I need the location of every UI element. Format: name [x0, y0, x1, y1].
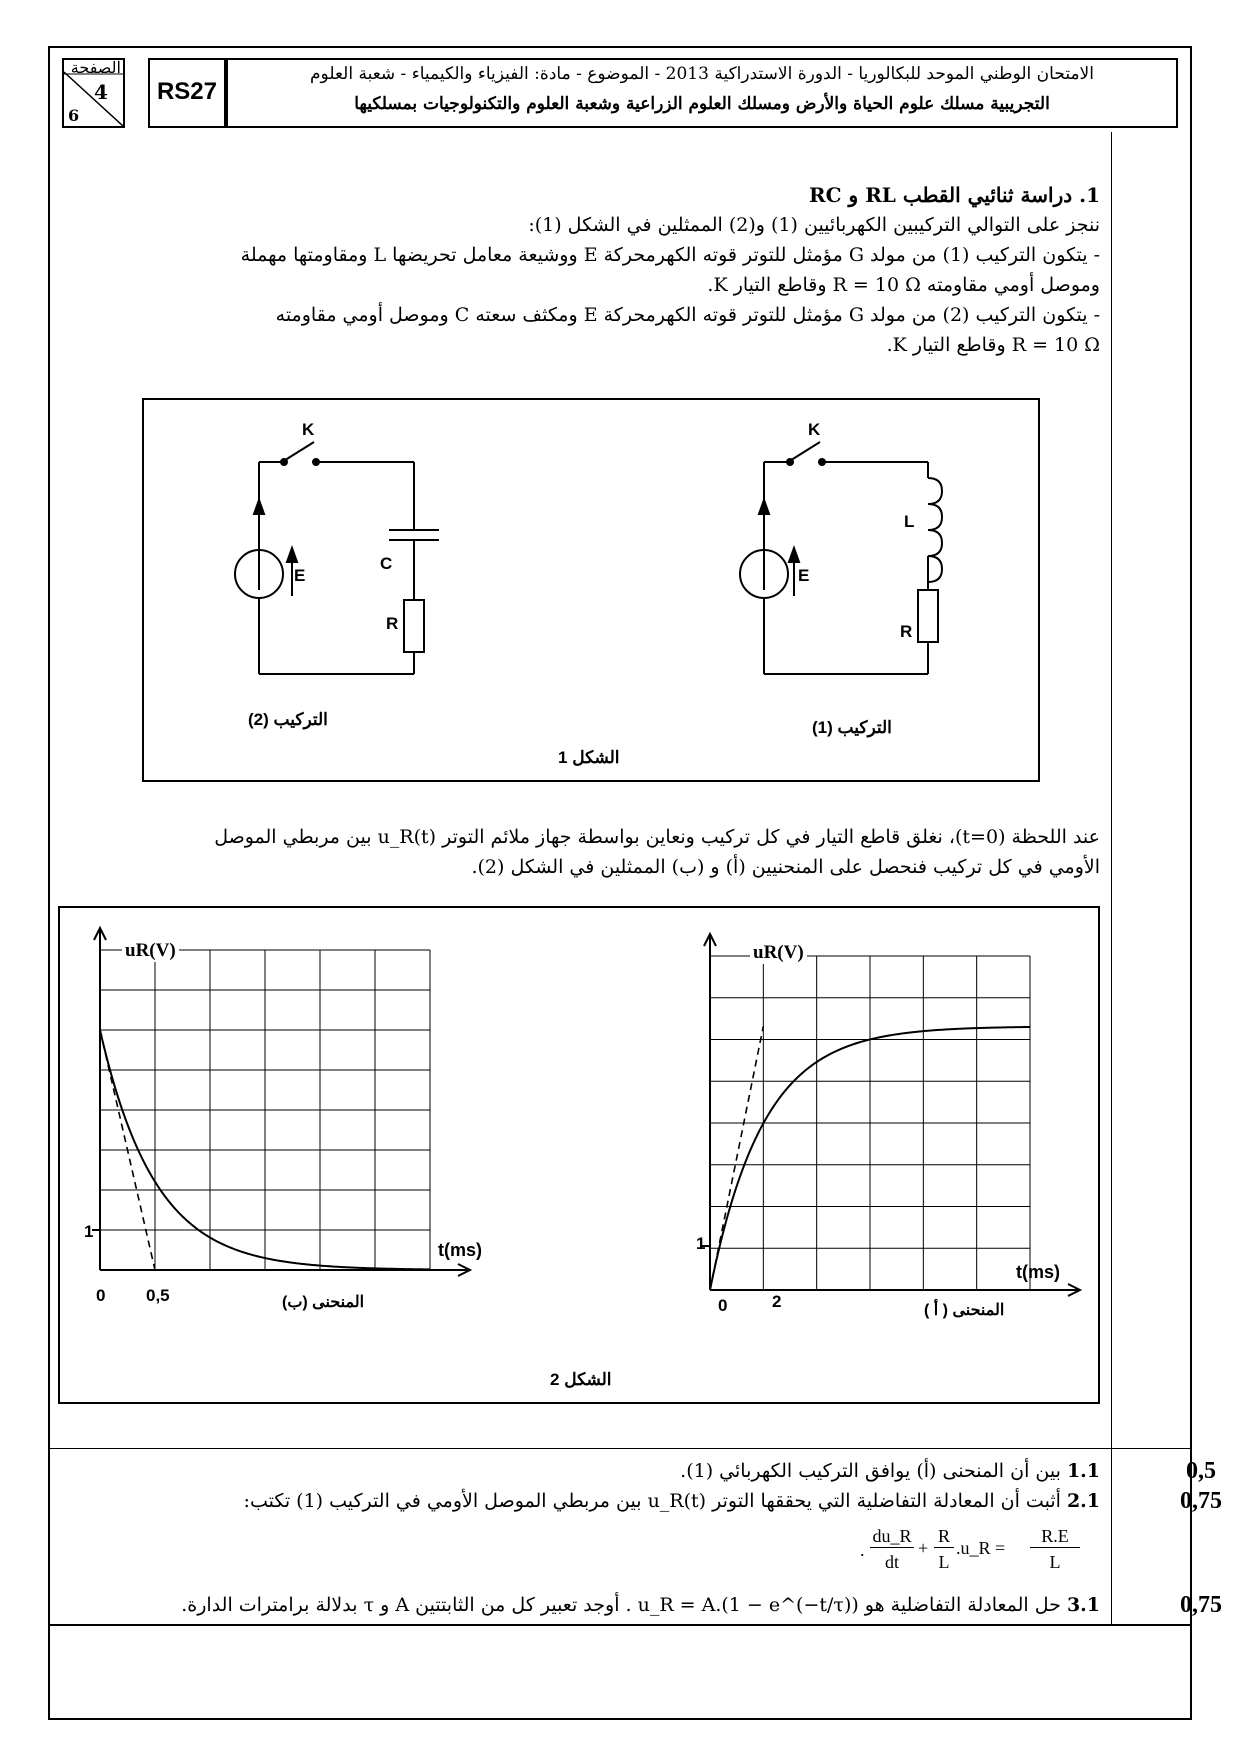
- curve-b-ytick: 1: [84, 1222, 94, 1241]
- figure-2-box: [58, 906, 1100, 1404]
- curve-b-origin: 0: [96, 1286, 106, 1305]
- circuit2-caption: التركيب (2): [248, 710, 328, 729]
- question-1-1-score: 0,5: [1186, 1458, 1216, 1484]
- curve-b-xlabel: t(ms): [438, 1240, 482, 1260]
- observation-text-1: عند اللحظة (t=0)، نغلق قاطع التيار في كل تركيب ونعاين بواسطة جهاز ملائم التوتر u_R(t) بين مربطي الموصل: [214, 826, 1100, 848]
- mount1-text-b: وموصل أومي مقاومته R = 10 Ω وقاطع التيار K.: [707, 274, 1100, 296]
- capacitor-label: C: [380, 554, 393, 573]
- question-2-1: [244, 1490, 1100, 1512]
- circuit2-switch-label: K: [302, 420, 315, 439]
- curve-b-plot: [60, 908, 560, 1348]
- curve-a-xtick: 2: [772, 1292, 782, 1311]
- curve-a-grid: [710, 956, 1030, 1290]
- circuit1-resistor-label: R: [900, 622, 913, 641]
- circuit2-resistor-label: R: [386, 614, 399, 633]
- question-2-1-number: 2.1: [1066, 1490, 1100, 1512]
- curve-b-xtick: 0,5: [146, 1286, 170, 1305]
- question-1-1-number: 1.1: [1066, 1460, 1100, 1482]
- curve-b-ylabel: uR(V): [122, 940, 179, 962]
- curve-a-ytick: 1: [696, 1234, 706, 1253]
- page-current: 4: [94, 80, 108, 104]
- mount2-text-a: - يتكون التركيب (2) من مولد G مؤمثل للتوتر قوته الكهرمحركة E ومكثف سعته C وموصل أومي مقاومته: [275, 304, 1100, 326]
- eq-dt: dt: [884, 1552, 899, 1572]
- mount1-text-a: - يتكون التركيب (1) من مولد G مؤمثل للتوتر قوته الكهرمحركة E ووشيعة معامل تحريضها L ومقاومتها مهملة: [240, 244, 1100, 266]
- page-bottom-rule: [50, 1624, 1190, 1626]
- eq-l2: L: [1049, 1552, 1061, 1572]
- section-title: 1. دراسة ثنائيي القطب RL و RC: [809, 183, 1100, 207]
- equation-dot: .: [860, 1540, 865, 1560]
- curve-a-origin: 0: [718, 1296, 728, 1315]
- page-total: 6: [68, 106, 80, 125]
- circuit1-caption: التركيب (1): [812, 718, 892, 737]
- curve-a-xlabel: t(ms): [1016, 1262, 1060, 1282]
- question-3-1: [181, 1594, 1100, 1616]
- curve-b-caption: المنحنى (ب): [282, 1294, 365, 1311]
- circuit-2: [235, 442, 439, 674]
- eq-r: R: [934, 1526, 954, 1548]
- curve-a-caption: المنحنى ( أ ): [924, 1302, 1005, 1319]
- circuit1-switch-label: K: [808, 420, 821, 439]
- question-2-1-text: أثبت أن المعادلة التفاضلية التي يحققها التوتر u_R(t) بين مربطي الموصل الأومي في التركيب (1) تكتب:: [243, 1490, 1061, 1512]
- circuit1-emf-label: E: [798, 566, 810, 585]
- question-3-1-number: 3.1: [1066, 1594, 1100, 1616]
- inductor-label: L: [904, 512, 915, 531]
- eq-l: L: [938, 1552, 950, 1572]
- eq-ur: .u_R =: [956, 1538, 1006, 1558]
- curve-b-axes: [92, 928, 470, 1276]
- curve-a-ylabel: uR(V): [750, 942, 807, 964]
- eq-plus: +: [918, 1538, 929, 1558]
- page-number-box: [62, 58, 125, 128]
- question-3-1-text: حل المعادلة التفاضلية هو u_R = A.(1 − e^(−t/τ)) . أوجد تعبير كل من الثابتتين A و τ بدلالة برامترات الدارة.: [181, 1594, 1061, 1616]
- differential-equation: [860, 1524, 1110, 1584]
- question-2-1-score: 0,75: [1180, 1488, 1222, 1514]
- curve-a-tangent: [710, 1026, 763, 1290]
- mount2-text-b: R = 10 Ω وقاطع التيار K.: [886, 334, 1100, 356]
- circuit2-emf-label: E: [294, 566, 306, 585]
- page-label: الصفحة: [70, 58, 121, 77]
- figure-2-caption: الشكل 2: [550, 1370, 612, 1389]
- exam-code-box: [148, 58, 226, 128]
- figure-1-box: [142, 398, 1040, 782]
- header-line-2: التجريبية مسلك علوم الحياة والأرض ومسلك العلوم الزراعية وشعبة العلوم والتكنولوجيات بمسلكيها: [354, 94, 1050, 114]
- curve-a-axes: [702, 934, 1080, 1296]
- exam-code: RS27: [156, 78, 218, 105]
- intro-text: ننجز على التوالي التركيبين الكهربائيين (1) و(2) الممثلين في الشكل (1):: [528, 214, 1100, 236]
- questions-top-rule: [50, 1448, 1190, 1449]
- eq-re: R.E: [1030, 1526, 1080, 1548]
- question-1-1-text: بين أن المنحنى (أ) يوافق التركيب الكهربائي (1).: [680, 1460, 1061, 1482]
- question-3-1-score: 0,75: [1180, 1592, 1222, 1618]
- header-line-1: الامتحان الوطني الموحد للبكالوريا - الدورة الاستدراكية 2013 - الموضوع - مادة: الفيزياء والكيمياء - شعبة العلوم: [310, 64, 1094, 84]
- observation-text-2: الأومي في كل تركيب فنحصل على المنحنيين (أ) و (ب) الممثلين في الشكل (2).: [471, 856, 1100, 878]
- figure-1-caption: الشكل 1: [558, 748, 620, 767]
- curve-b-grid: [100, 950, 430, 1270]
- header-title-box: [226, 58, 1178, 128]
- question-1-1: [680, 1460, 1100, 1482]
- eq-dur: du_R: [870, 1526, 914, 1548]
- score-column-divider: [1111, 1448, 1112, 1624]
